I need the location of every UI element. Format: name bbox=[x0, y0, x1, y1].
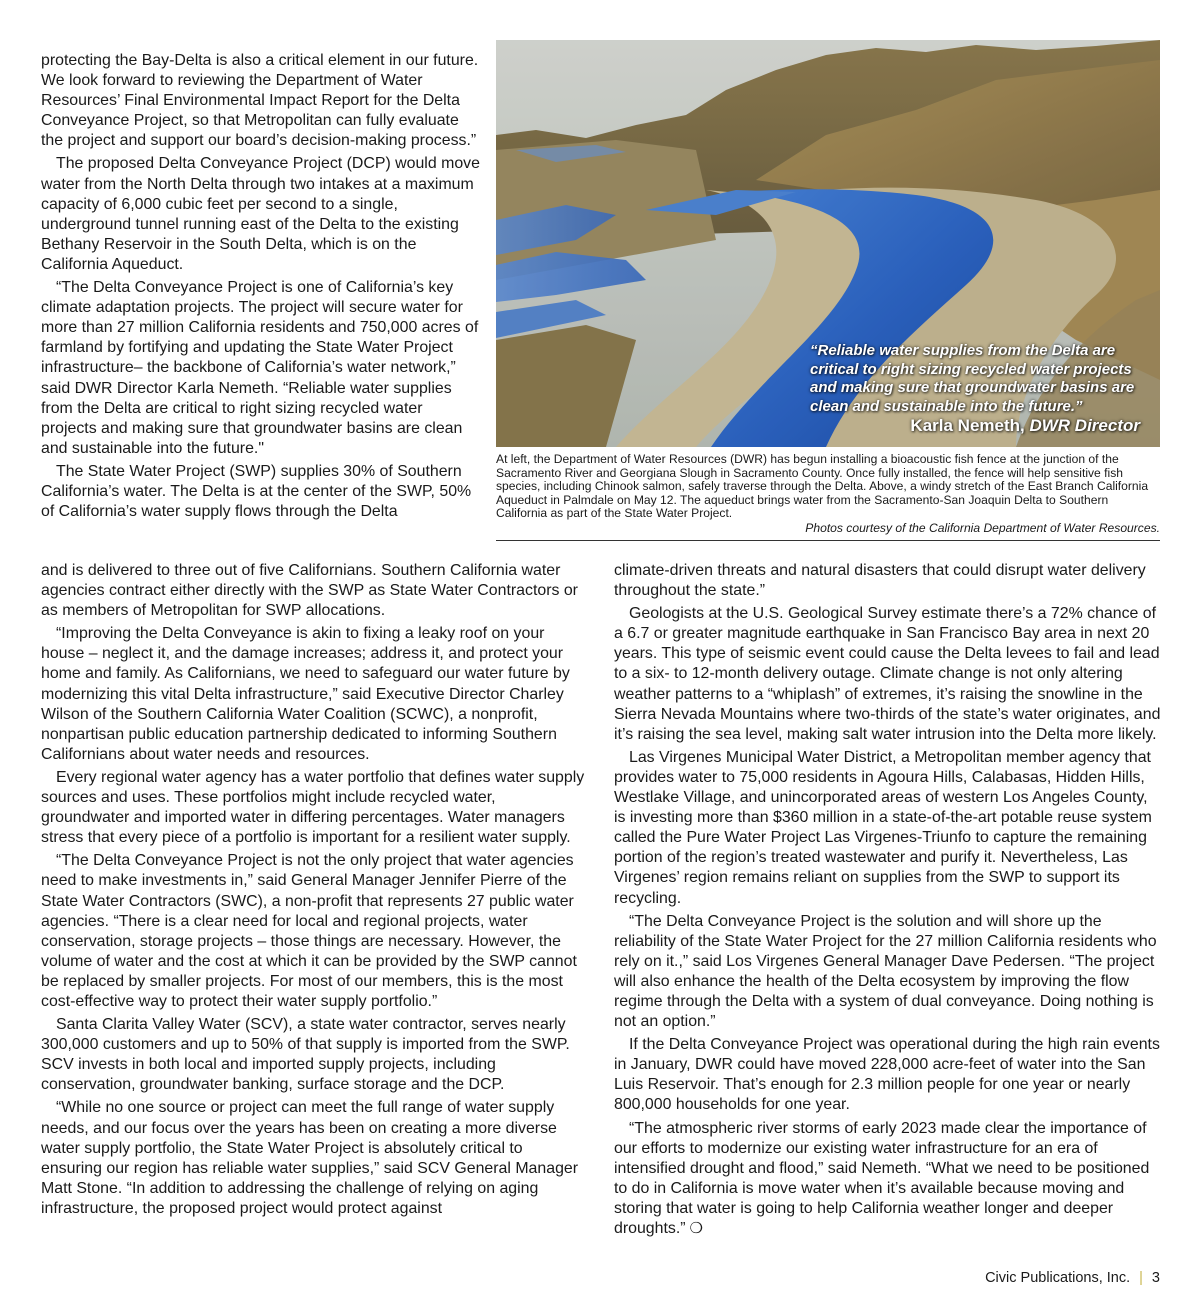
paragraph-text: “The atmospheric river storms of early 2023 made clear the importance of our efforts to modernize our existing water infrastructure for an era of intensified drought and flood,” said Nemeth. “What we need to be positioned to do in California is move water when it’s available because moving and storing that water is going to help California weather longer and deeper droughts.” bbox=[614, 1119, 1150, 1237]
photo-block bbox=[496, 40, 1160, 541]
paragraph: “While no one source or project can meet the full range of water supply needs, and our focus over the years has been on creating a more diverse water supply portfolio, the State Water Project is absolutely critical to ensuring our region has reliable water supplies,” said SCV General Manager Matt Stone. “In addition to addressing the challenge of relying on aging infrastructure, the proposed project would protect against bbox=[41, 1099, 579, 1217]
paragraph: The proposed Delta Conveyance Project (DCP) would move water from the North Delta through two intakes at a maximum capacity of 6,000 cubic feet per second to a single, underground tunnel running east of the Delta to the existing Bethany Reservoir in the South Delta, which is on the California Aqueduct. bbox=[41, 155, 480, 273]
paragraph: and is delivered to three out of five Californians. Southern California water agencies contract either directly with the SWP as State Water Contractors or as members of Metropolitan for SWP allocations. bbox=[41, 562, 578, 620]
paragraph: “The Delta Conveyance Project is one of California’s key climate adaptation projects. The project will secure water for more than 27 million California residents and 750,000 acres of farmland by fortifying and updating the State Water Project infrastructure– the backbone of California’s water network,” said DWR Director Karla Nemeth. “Reliable water supplies from the Delta are critical to right sizing recycled water projects and making sure that groundwater basins are clean and sustainable into the future." bbox=[41, 279, 479, 457]
paragraph: Las Virgenes Municipal Water District, a Metropolitan member agency that provides water to 75,000 residents in Agoura Hills, Calabasas, Hidden Hills, Westlake Village, and unincorporated areas of western Los Angeles County, is investing more than $360 million in a state-of-the-art potable reuse system called the Pure Water Project Las Virgenes-Triunfo to capture the remaining portion of the region’s treated wastewater and purify it. Nevertheless, Las Virgenes’ region remains reliant on supplies from the SWP to support its recycling. bbox=[614, 748, 1152, 907]
pull-quote-attribution bbox=[910, 416, 1140, 436]
paragraph-last bbox=[614, 1119, 1162, 1240]
paragraph: “Improving the Delta Conveyance is akin to fixing a leaky roof on your house – neglect it, and the damage increases; address it, and protect your home and family. As Californians, we need to safeguard our water future by modernizing this vital Delta infrastructure,” said Executive Director Charley Wilson of the Southern California Water Coalition (SCWC), a nonprofit, nonpartisan public education partnership dedicated to informing Southern Californians about water needs and resources. bbox=[41, 625, 570, 763]
paragraph: Every regional water agency has a water portfolio that defines water supply sources and uses. These portfolios might include recycled water, groundwater and imported water in differing percentages. Water managers stress that every piece of a portfolio is important for a resilient water supply. bbox=[41, 768, 585, 847]
paragraph: The State Water Project (SWP) supplies 30% of Southern California’s water. The Delta is at the center of the SWP, 50% of California’s water supply flows through the Delta bbox=[41, 462, 472, 521]
paragraph: Geologists at the U.S. Geological Survey estimate there’s a 72% chance of a 6.7 or greater magnitude earthquake in San Francisco Bay area in next 20 years. This type of seismic event could cause the Delta levees to fail and lead to a six- to 12-month delivery outage. Climate change is not only altering weather patterns to a “whiplash” of extremes, it’s raising the snowline in the Sierra Nevada Mountains where two-thirds of the state’s water originates, and it’s raising the sea level, making salt water intrusion into the Delta more likely. bbox=[614, 605, 1161, 743]
paragraph: “The Delta Conveyance Project is not the only project that water agencies need to make investments in,” said General Manager Jennifer Pierre of the State Water Contractors (SWC), a non-profit that represents 27 public water agencies. “There is a clear need for local and regional projects, water conservation, storage projects – those things are necessary. However, the volume of water and the cost at which it can be provided by the SWP cannot be replaced by smaller projects. For most of our members, this is the most cost-effective way to protect their water supply portfolio.” bbox=[41, 852, 577, 1010]
photo-caption: At left, the Department of Water Resources (DWR) has begun installing a bioacoustic fish fence at the junction of the Sacramento River and Georgiana Slough in Sacramento County. Once fully installed, the fence will help sensitive fish species, including Chinook salmon, safely traverse through the Delta. Above, a windy stretch of the East Branch California Aqueduct in Palmdale on May 12. The aqueduct brings water from the Sacramento-San Joaquin Delta to Southern California as part of the State Water Project. bbox=[496, 452, 1149, 521]
footer-separator: | bbox=[1139, 1270, 1143, 1286]
right-column bbox=[614, 561, 1162, 1242]
paragraph: “The Delta Conveyance Project is the solution and will shore up the reliability of the State Water Project for the 27 million California residents who rely on it.,” said Los Virgenes General Manager Dave Pedersen. “The project will also enhance the health of the Delta ecosystem by improving the flow regime through the Delta with a system of dual conveyance. Doing nothing is not an option.” bbox=[614, 912, 1157, 1031]
pull-quote: “Reliable water supplies from the Delta are critical to right sizing recycled water projects and making sure that groundwater basins are clean and sustainable into the future.” bbox=[810, 342, 1135, 415]
paragraph: protecting the Bay-Delta is also a critical element in our future. We look forward to reviewing the Department of Water Resources’ Final Environmental Impact Report for the Delta Conveyance Project, so that Metropolitan can fully evaluate the project and support our board’s decision-making process.” bbox=[41, 52, 479, 150]
publisher-name: Civic Publications, Inc. bbox=[985, 1270, 1131, 1286]
paragraph: If the Delta Conveyance Project was operational during the high rain events in January, DWR could have moved 228,000 acre-feet of water into the San Luis Reservoir. That’s enough for 2.3 million people for one year or nearly 800,000 households for one year. bbox=[614, 1036, 1160, 1114]
paragraph: Santa Clarita Valley Water (SCV), a state water contractor, serves nearly 300,000 customers and up to 50% of that supply is imported from the SWP. SCV invests in both local and imported supply projects, including conservation, groundwater banking, surface storage and the DCP. bbox=[41, 1016, 570, 1094]
left-column-bottom bbox=[41, 561, 586, 1222]
left-column-top bbox=[41, 51, 481, 525]
aqueduct-photo bbox=[496, 40, 1160, 447]
attribution-name: Karla Nemeth, bbox=[910, 416, 1025, 435]
page-number: 3 bbox=[1151, 1270, 1160, 1286]
paragraph: climate-driven threats and natural disasters that could disrupt water delivery throughout the state.” bbox=[614, 562, 1146, 600]
attribution-title: DWR Director bbox=[1029, 416, 1140, 435]
photo-credit: Photos courtesy of the California Department of Water Resources. bbox=[496, 521, 1160, 541]
end-mark-icon: ❍ bbox=[689, 1220, 703, 1237]
page-footer bbox=[985, 1270, 1160, 1286]
